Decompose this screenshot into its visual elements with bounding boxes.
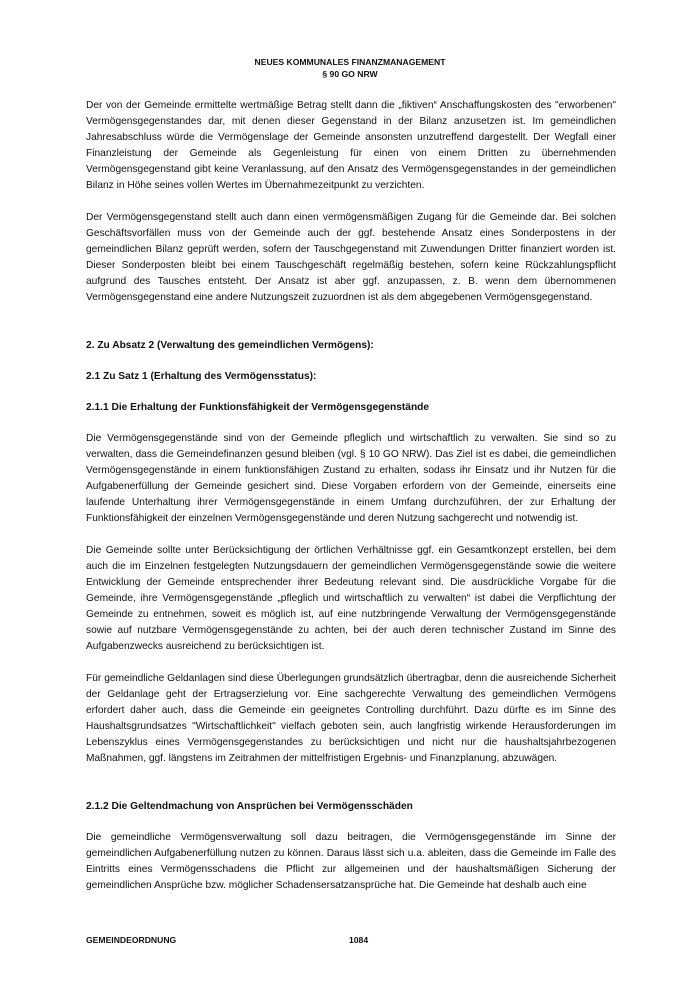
header-section: § 90 GO NRW [322, 69, 378, 79]
paragraph: Für gemeindliche Geldanlagen sind diese Überlegungen grundsätzlich übertragbar, denn die ausreichende Sicherheit der Geldanlage geht der Ertragserzielung vor. Eine sachgerechte Verwaltung des gemeindlichen Vermögens erfordert daher auch, dass die Gemeinde ein geeignetes Controlling durchführt. Dazu dürfte es im Sinne des Haushaltsgrundsatzes "Wirtschaftlichkeit" vielfach geboten sein, auch langfristig wirkende Herausforderungen im Lebenszyklus eines Vermögensgegenstandes zu berücksichtigen und nicht nur die haushaltsjahrbezogenen Maßnahmen, ggf. längstens im Zeitrahmen der mittelfristigen Ergebnis- und Finanzplanung, abzuwägen. [86, 673, 616, 764]
subsubsection-heading: 2.1.2 Die Geltendmachung von Ansprüchen bei Vermögensschäden [86, 801, 413, 812]
paragraph: Die gemeindliche Vermögensverwaltung soll dazu beitragen, die Vermögensgegenstände im Sinne der gemeindlichen Aufgabenerfüllung nutzen zu können. Daraus lässt sich u.a. ableiten, dass die Gemeinde im Falle des Eintritts eines Vermögensschadens die Pflicht zur allgemeinen und der haushaltsmäßigen Sicherung der gemeindlichen Ansprüche bzw. möglicher Schadensersatzansprüche hat. Die Gemeinde hat deshalb auch eine [86, 832, 616, 891]
document-body [86, 98, 616, 910]
section-heading: 2. Zu Absatz 2 (Verwaltung des gemeindlichen Vermögens): [86, 340, 374, 351]
subsection-heading: 2.1 Zu Satz 1 (Erhaltung des Vermögensstatus): [86, 371, 317, 382]
header-title: NEUES KOMMUNALES FINANZMANAGEMENT [254, 57, 446, 67]
paragraph: Die Vermögensgegenstände sind von der Gemeinde pfleglich und wirtschaftlich zu verwalten. Sie sind so zu verwalten, dass die Gemeindefinanzen gesund bleiben (vgl. § 10 GO NRW). Das Ziel ist es dabei, die gemeindlichen Vermögensgegenstände in einem funktionsfähigen Zustand zu erhalten, sodass ihr Einsatz und ihr Nutzen für die Aufgabenerfüllung der Gemeinde gesichert sind. Diese Vorgaben erfordern von der Gemeinde, einerseits eine laufende Unterhaltung ihrer Vermögensgegenstände in einem Umfang durchzuführen, der zur Erhaltung der Funktionsfähigkeit der einzelnen Vermögensgegenstände und deren Nutzung sachgerecht und notwendig ist. [86, 433, 616, 524]
paragraph: Die Gemeinde sollte unter Berücksichtigung der örtlichen Verhältnisse ggf. ein Gesamtkonzept erstellen, bei dem auch die im Einzelnen festgelegten Nutzungsdauern der gemeindlichen Vermögensgegenstände sowie die weitere Entwicklung der Gemeinde entsprechender ihrer Bedeutung relevant sind. Die ausdrückliche Vorgabe für die Gemeinde, ihre Vermögensgegenstände „pfleglich und wirtschaftlich zu verwalten“ ist dabei die Verpflichtung der Gemeinde zu entnehmen, soweit es möglich ist, auf eine nutzbringende Verwaltung der Vermögensgegenstände sowie auf nutzbare Vermögensgegenstände zu achten, bei der auch deren technischer Zustand im Sinne des Aufgabenzwecks ausreichend zu berücksichtigen ist. [86, 545, 616, 652]
footer-title: GEMEINDEORDNUNG [86, 935, 177, 945]
paragraph: Der Vermögensgegenstand stellt auch dann einen vermögensmäßigen Zugang für die Gemeinde dar. Bei solchen Geschäftsvorfällen muss von der Gemeinde auch der ggf. bestehende Ansatz eines Sonderpostens in der gemeindlichen Bilanz geprüft werden, sofern der Tauschgegenstand mit Zuwendungen Dritter finanziert worden ist. Dieser Sonderposten bleibt bei einem Tauschgeschäft regelmäßig bestehen, sofern keine Rückzahlungspflicht aufgrund des Tausches entsteht. Der Ansatz ist aber ggf. anzupassen, z. B. wenn dem übernommenen Vermögensgegenstand eine andere Nutzungszeit zuzuordnen ist als dem abgegebenen Vermögensgegenstand. [86, 212, 616, 303]
page-number: 1084 [349, 935, 369, 945]
paragraph: Der von der Gemeinde ermittelte wertmäßige Betrag stellt dann die „fiktiven“ Anschaffungskosten des "erworbenen" Vermögensgegenstandes dar, mit denen dieser Gegenstand in der Bilanz anzusetzen ist. Im gemeindlichen Jahresabschluss würde die Vermögenslage der Gemeinde ansonsten unzutreffend dargestellt. Der Wegfall einer Finanzleistung der Gemeinde als Gegenleistung für einen von einem Dritten zu übernehmenden Vermögensgegenstand gibt keine Veranlassung, auf den Ansatz des Vermögensgegenstandes in der gemeindlichen Bilanz in Höhe seines vollen Wertes im Übernahmezeitpunkt zu verzichten. [86, 100, 616, 191]
subsubsection-heading: 2.1.1 Die Erhaltung der Funktionsfähigkeit der Vermögensgegenstände [86, 402, 430, 413]
page-header [0, 56, 700, 80]
